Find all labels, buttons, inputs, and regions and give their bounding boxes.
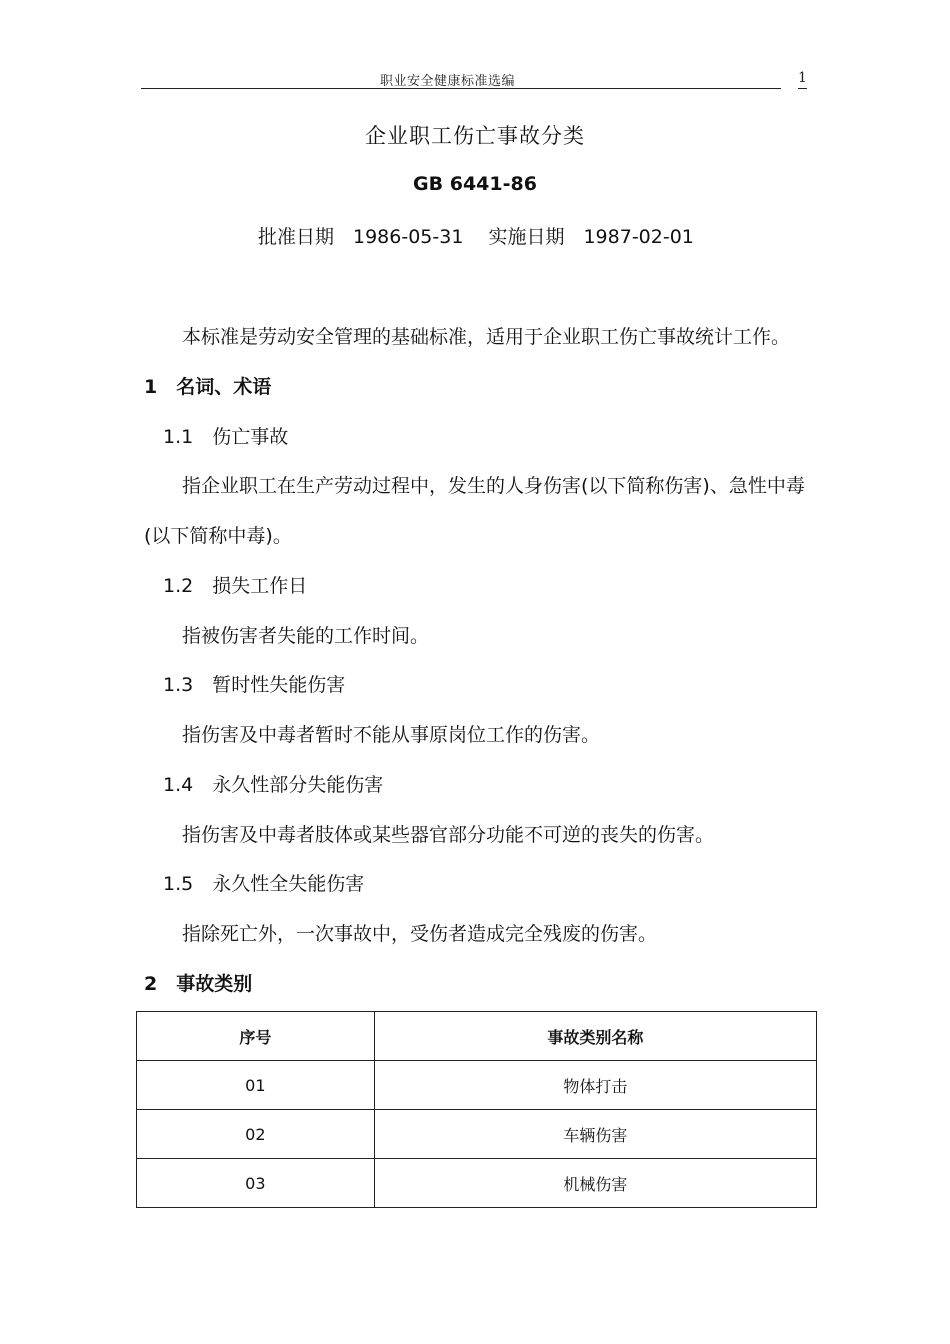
term-1-5-definition: 指除死亡外，一次事故中，受伤者造成完全残废的伤害。 xyxy=(182,923,658,945)
term-1-3-definition: 指伤害及中毒者暂时不能从事原岗位工作的伤害。 xyxy=(182,724,601,746)
term-1-2-heading: 1.2 损失工作日 xyxy=(163,575,308,597)
page-number-underline xyxy=(798,88,807,89)
accident-category-table xyxy=(136,1011,817,1208)
column-header-number: 序号 xyxy=(137,1012,375,1061)
table-row xyxy=(137,1061,817,1110)
term-1-1-heading: 1.1 伤亡事故 xyxy=(163,426,289,448)
section-2-heading: 2 事故类别 xyxy=(144,973,253,995)
term-1-3-heading: 1.3 暂时性失能伤害 xyxy=(163,674,346,696)
term-1-1-definition-line-1: 指企业职工在生产劳动过程中，发生的人身伤害(以下简称伤害)、急性中毒 xyxy=(182,475,805,497)
running-header: 职业安全健康标准选编 xyxy=(380,74,516,89)
term-1-4-heading: 1.4 永久性部分失能伤害 xyxy=(163,774,384,796)
row-number: 01 xyxy=(137,1061,375,1110)
column-header-category: 事故类别名称 xyxy=(374,1012,816,1061)
row-number: 02 xyxy=(137,1110,375,1159)
table-row xyxy=(137,1110,817,1159)
intro-paragraph: 本标准是劳动安全管理的基础标准，适用于企业职工伤亡事故统计工作。 xyxy=(182,326,791,348)
section-1-heading: 1 名词、术语 xyxy=(144,376,272,398)
header-rule xyxy=(141,88,781,89)
table-header-row xyxy=(137,1012,817,1061)
standard-code: GB 6441-86 xyxy=(413,173,537,195)
term-1-2-definition: 指被伤害者失能的工作时间。 xyxy=(182,625,430,647)
approval-and-effective-dates: 批准日期 1986-05-31 实施日期 1987-02-01 xyxy=(258,226,694,248)
page-number: 1 xyxy=(798,70,807,86)
term-1-1-definition-line-2: (以下简称中毒)。 xyxy=(144,525,292,547)
document-title: 企业职工伤亡事故分类 xyxy=(365,124,585,148)
table-row xyxy=(137,1159,817,1208)
term-1-5-heading: 1.5 永久性全失能伤害 xyxy=(163,873,365,895)
row-category: 物体打击 xyxy=(374,1061,816,1110)
row-category: 车辆伤害 xyxy=(374,1110,816,1159)
row-category: 机械伤害 xyxy=(374,1159,816,1208)
row-number: 03 xyxy=(137,1159,375,1208)
term-1-4-definition: 指伤害及中毒者肢体或某些器官部分功能不可逆的丧失的伤害。 xyxy=(182,824,715,846)
